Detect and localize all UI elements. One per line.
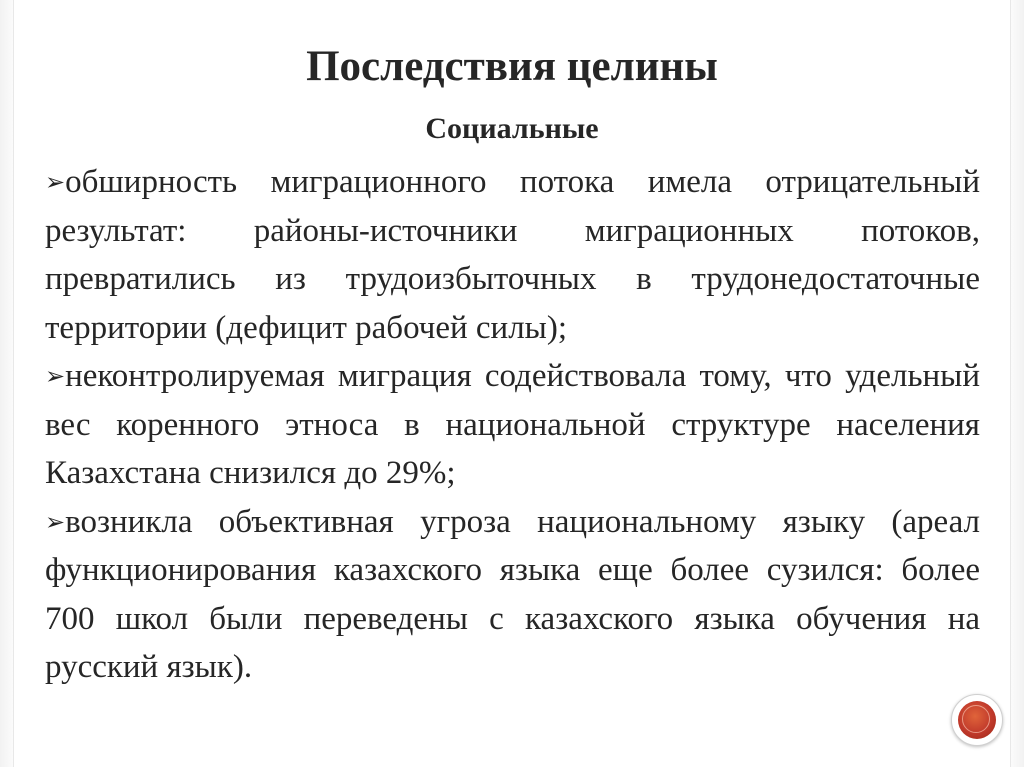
bullet-text-3: возникла объективная угроза национальному языку (ареал функционирования казахского языка еще более сузился: более 700 школ были переведены с казахского языка обучения на русский язык). — [45, 503, 980, 685]
bullet-item-3 — [45, 498, 980, 692]
arrowhead-bullet-icon: ➢ — [45, 168, 66, 196]
slide-title: Последствия целины — [306, 43, 718, 90]
arrowhead-bullet-icon: ➢ — [45, 507, 66, 536]
bullet-item-1 — [45, 158, 980, 352]
bullet-text-1: обширность миграционного потока имела отрицательный результат: районы-источники миграционных потоков, превратились из трудоизбыточных в трудонедостаточные территории (дефицит рабочей силы); — [45, 164, 980, 346]
bullet-item-2 — [45, 352, 980, 498]
badge-ring — [962, 705, 990, 733]
red-circle-badge-icon — [951, 694, 1003, 746]
slide-subtitle: Социальные — [425, 112, 599, 145]
bullet-list — [45, 158, 980, 692]
arrowhead-bullet-icon: ➢ — [45, 362, 66, 390]
bullet-text-2: неконтролируемая миграция содействовала тому, что удельный вес коренного этноса в национальной структуре населения Казахстана снизился до 29%; — [45, 358, 980, 491]
